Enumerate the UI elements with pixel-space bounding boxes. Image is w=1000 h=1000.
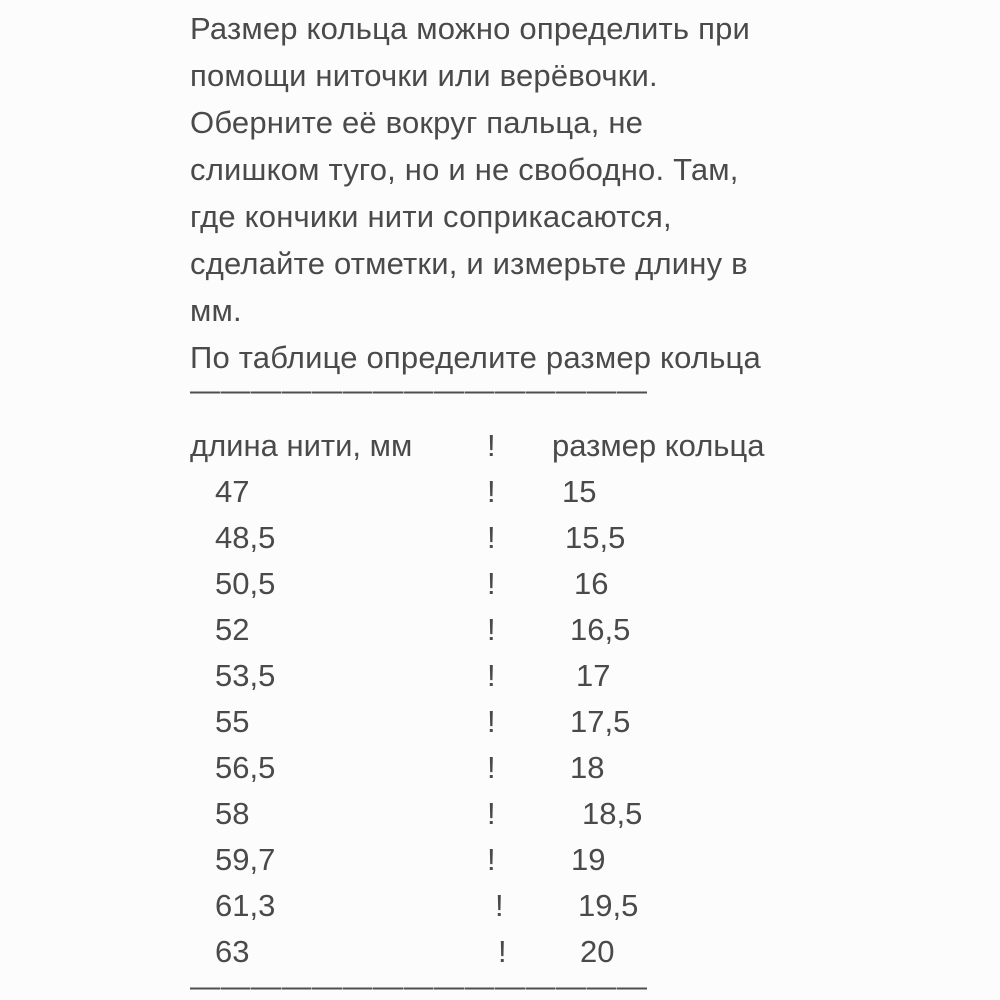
cell-separator: !: [487, 658, 496, 693]
cell-thread-length: 55: [215, 704, 250, 739]
cell-separator: !: [487, 566, 496, 601]
ring-size-table: [190, 423, 1000, 975]
intro-line: где кончики нити соприкасаются,: [190, 199, 672, 234]
cell-ring-size: 15: [562, 474, 597, 509]
cell-thread-length: 53,5: [215, 658, 276, 693]
intro-line: Оберните её вокруг пальца, не: [190, 105, 644, 140]
cell-ring-size: 18: [570, 750, 605, 785]
table-row: [190, 837, 1000, 883]
cell-separator: !: [487, 612, 496, 647]
cell-separator: !: [487, 520, 496, 555]
table-row: [190, 653, 1000, 699]
intro-line: мм.: [190, 293, 242, 328]
header-thread-length: длина нити, мм: [190, 428, 413, 463]
cell-ring-size: 16,5: [570, 612, 631, 647]
cell-thread-length: 47: [215, 474, 250, 509]
cell-thread-length: 48,5: [215, 520, 276, 555]
table-row: [190, 561, 1000, 607]
cell-ring-size: 19: [571, 842, 606, 877]
cell-thread-length: 50,5: [215, 566, 276, 601]
cell-thread-length: 58: [215, 796, 250, 831]
cell-separator: !: [495, 888, 504, 923]
table-row: [190, 745, 1000, 791]
cell-ring-size: 18,5: [582, 796, 643, 831]
divider-top: ———————————————: [190, 374, 648, 407]
table-row: [190, 883, 1000, 929]
cell-separator: !: [487, 750, 496, 785]
table-row: [190, 791, 1000, 837]
cell-ring-size: 17,5: [570, 704, 631, 739]
table-header-row: [190, 423, 1000, 469]
table-row: [190, 515, 1000, 561]
table-row: [190, 699, 1000, 745]
header-ring-size: размер кольца: [552, 428, 765, 463]
cell-ring-size: 20: [580, 934, 615, 969]
cell-separator: !: [487, 796, 496, 831]
cell-ring-size: 15,5: [565, 520, 626, 555]
cell-ring-size: 19,5: [578, 888, 639, 923]
divider-bottom: ———————————————: [190, 970, 648, 1000]
cell-separator: !: [487, 474, 496, 509]
intro-line: слишком туго, но и не свободно. Там,: [190, 152, 739, 187]
cell-thread-length: 59,7: [215, 842, 276, 877]
cell-thread-length: 63: [215, 934, 250, 969]
intro-paragraph: [190, 5, 1000, 334]
cell-thread-length: 61,3: [215, 888, 276, 923]
intro-line: помощи ниточки или верёвочки.: [190, 58, 658, 93]
cell-ring-size: 17: [576, 658, 611, 693]
cell-separator: !: [487, 704, 496, 739]
intro-line: Размер кольца можно определить при: [190, 11, 751, 46]
cell-separator: !: [498, 934, 507, 969]
table-intro: По таблице определите размер кольца: [190, 340, 761, 375]
cell-ring-size: 16: [574, 566, 609, 601]
header-separator: !: [487, 428, 496, 463]
table-row: [190, 469, 1000, 515]
cell-thread-length: 52: [215, 612, 250, 647]
cell-thread-length: 56,5: [215, 750, 276, 785]
cell-separator: !: [487, 842, 496, 877]
intro-line: сделайте отметки, и измерьте длину в: [190, 246, 748, 281]
table-row: [190, 607, 1000, 653]
